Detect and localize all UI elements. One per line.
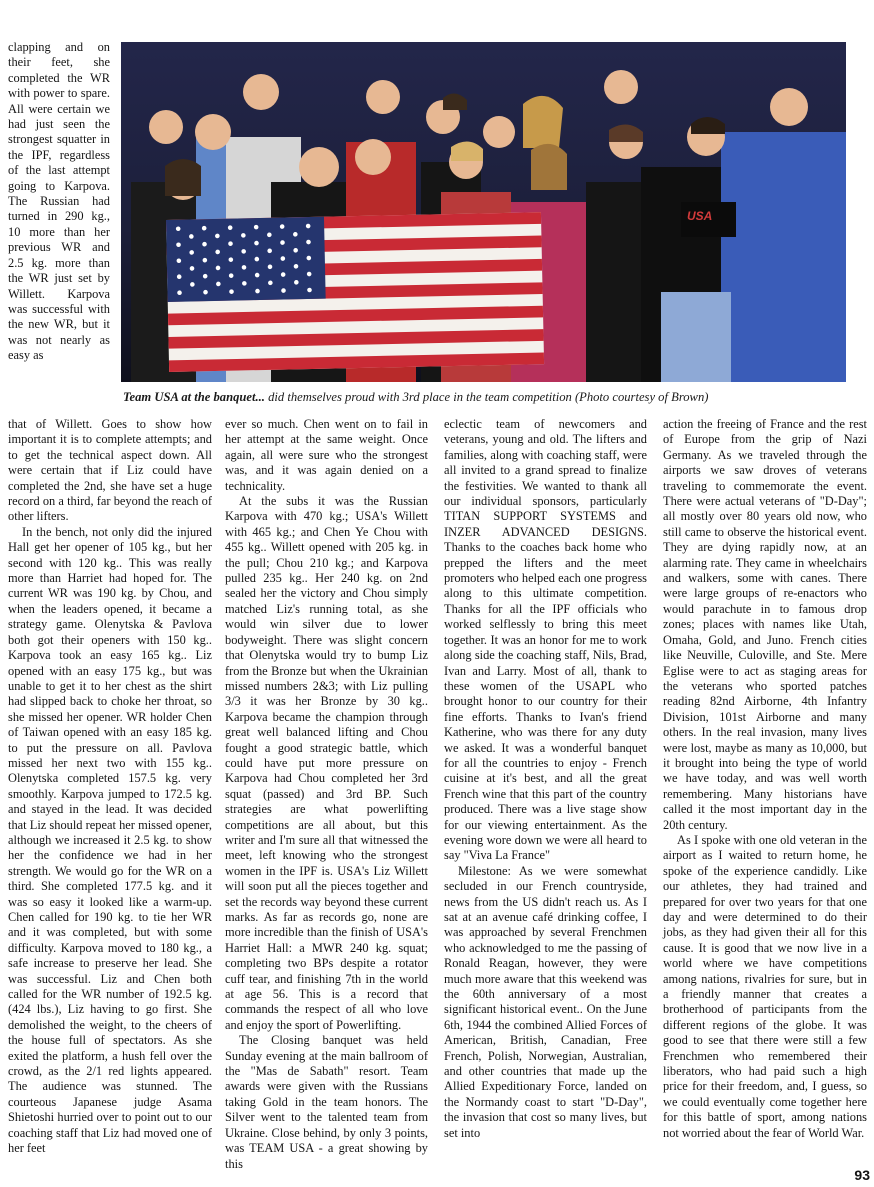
shirt-logo-text: USA — [687, 209, 713, 223]
paragraph: In the bench, not only did the injured Hall get her opener of 105 kg., but her second with 120 kg.. This was really more than Harriet had hoped for. The current WR was 190 kg. by Chou, and when the leaders opened, it became a strategy game. Olenytska & Pavlova both got their openers with 150 kg.. Karpova took an easy 165 kg.. Liz opened with an easy 175 kg., but was unable to get it to her chest as the shirt had slipped back to choke her throat, so she missed her opener. WR holder Chen of Taiwan opened with an easy 185 kg. to put the pressure on all. Pavlova missed her next two with 155 kg.. Olenytska completed 157.5 kg. very smoothly. Karpova jumped to 172.5 kg. and stayed in the lead. It was decided that Liz should repeat her missed opener, although we increased it 2.5 kg. to show her the confidence we had in her strength. We would go for the WR on a third. She completed 177.5 kg. and it was so easy it looked like a warm-up. Chen called for 190 kg. to tie her WR and it was completed, but with some difficulty. Karpova moved to 180 kg., a safe increase to preserve her lead. She was successful. Liz and Chen both called for the WR number of 192.5 kg. (424 lbs.), Liz having to go first. She demolished the weight, to the cheers of the house full of spectators. As she exited the platform, a hush fell over the crowd, as the 2/1 red lights appeared. The audience was stunned. The courteous Japanese judge Asama Shietoshi hurried over to point out to our coaching staff that Liz had moved one of her feet — [8, 524, 212, 1156]
article-column-1-top — [8, 40, 110, 364]
paragraph: eclectic team of newcomers and veterans, young and old. The lifters and families, along with coaching staff, were all invited to a grand spread to finalize the festivities. We wanted to thank all our individual sponsors, particularly TITAN SUPPORT SYSTEMS and INZER ADVANCED DESIGNS. Thanks to the coaches back home who prepped the lifters and the meet promoters who helped each one progress along to this ultimate competition. Thanks for all the IPF officials who worked selflessly to bring this meet together. It was an honor for me to work along side the coaching staff, Nils, Brad, Ivan and Larry. Most of all, thank to these women of the USAPL who brought honor to our country for their fine efforts. Thanks to Ivan's friend Katherine, who was there for any duty we asked. It was a wonderful banquet for all the countries to enjoy - French cuisine at it's best, and all the great French wine that this part of the country produced. There was a live stage show for our viewing entertainment. As the evening wore down we were all heard to say "Viva La France" — [444, 417, 647, 863]
article-column-1 — [8, 417, 212, 1157]
photo-illustration — [121, 42, 846, 382]
team-usa-banquet-photo — [121, 42, 846, 382]
article-column-2 — [225, 417, 428, 1172]
paragraph: ever so much. Chen went on to fail in her attempt at the same weight. Once again, all were sure who the strongest was, and it was again denied on a technicality. — [225, 417, 428, 493]
paragraph: At the subs it was the Russian Karpova with 470 kg.; USA's Willett with 465 kg.; and Chen Ye Chou with 455 kg.. Willett opened with 205 kg. in the pull; Chou 210 kg.; and Karpova pulled 235 kg.. Her 240 kg. on 2nd sealed her the victory and Chou simply matched Liz's running total, as she would win silver due to lower bodyweight. There was slight concern that Olenytska would try to bump Liz from the Bronze but when the Ukrainian missed numbers 2&3; with Liz pulling 3/3 it was her Bronze by 30 kg.. Karpova became the champion through great well balanced lifting and Chou fought a good strategic battle, which could have put more pressure on Karpova had Chou completed her 3rd squat (passed) and 3rd BP. Such strategies are what powerlifting competitions are all about, but this writer and I'm sure all that witnessed the meet, left knowing who the strongest women in the IPF is. USA's Liz Willett will soon put all the pieces together and set the records way beyond these current marks. As far as records go, none are more incredible than the finish of USA's Harriet Hall: a MWR 240 kg. squat; completing two BPs despite a rotator cuff tear, and finishing 7th in the world at age 56. This is a record that commands the respect of all who love and enjoy the sport of Powerlifting. — [225, 494, 428, 1032]
american-flag — [166, 212, 544, 372]
photo-caption — [123, 389, 863, 405]
paragraph: that of Willett. Goes to show how important it is to complete attempts; and to get the technical aspect down. All were certain that if Liz could have completed the 2nd, she have set a huge record on a third, far beyond the reach of other lifters. — [8, 417, 212, 524]
page-number: 93 — [854, 1167, 870, 1183]
paragraph: clapping and on their feet, she completed the WR with power to spare. All were certain we had just seen the strongest squatter in the IPF, regardless of the last attempt going to Karpova. The Russian had turned in 290 kg., 10 more than her previous WR and 2.5 kg. more than the WR just set by Willett. Karpova was successful with the new WR, but it was not nearly as easy as — [8, 40, 110, 363]
paragraph: action the freeing of France and the rest of Europe from the grip of Nazi Germany. As we traveled through the airports we saw droves of veterans traveling to commemorate the event. There were actual veterans of "D-Day"; all mostly over 80 years old now, who still came to observe the historical event. They are dying rapidly now, at an alarming rate. They came in wheelchairs and walkers, some with canes. There were large groups of re-enactors who would parachute in to famous drop zones; places with names like Utah, Omaha, Gold, and Juno. French cities like Neuville, Culoville, and Ste. Mere Eglise were to act as staging areas for the veterans who sported patches reading 82nd Airborne, 4th Infantry Division, 101st Airborne and many others. In the real invasion, many lives were lost, maybe as many as 10,000, but it brought into being the type of world we have today, and was well worth remembering. Many historians have called it the most important day in the 20th century. — [663, 417, 867, 832]
paragraph: As I spoke with one old veteran in the airport as I waited to return home, he spoke of the experience candidly. Like our athletes, they had trained and prepared for over two years for that one day and were determined to do their jobs, as they had given their all for this cause. It is good that we now live in a world where we have competitions among nations, rivalries for sure, but in a friendly manner that creates a brotherhood of participants from the different regions of the globe. It was good to see that there were still a few Frenchmen who remembered their liberators, who had paid such a high price for their freedom, and, I guess, so we could eventually come together here for this battle of sport, among nations not worried about the fear of World War. — [663, 832, 867, 1140]
paragraph: The Closing banquet was held Sunday evening at the main ballroom of the "Mas de Sabath" resort. Team awards were given with the Russians taking Gold in the team honors. The Silver went to the talented team from Ukraine. Close behind, by only 3 points, was TEAM USA - a great showing by this — [225, 1033, 428, 1171]
caption-bold: Team USA at the banquet... — [123, 390, 265, 404]
article-column-4 — [663, 417, 867, 1141]
paragraph: Milestone: As we were somewhat secluded in our French countryside, news from the US didn't reach us. As I sat at an avenue café drinking coffee, I was approached by several Frenchmen who acknowledged to me the passing of Ronald Reagan, however, they were much more aware that this weekend was the 60th anniversary of a most significant historical event.. On the June 6th, 1944 the combined Allied Forces of American, British, Canadian, Free French, Polish, Norwegian, Australian, and other countries that made up the Allied Expeditionary Force, landed on the Normandy coast to start "D-Day", the invasion that cost so many lives, but set into — [444, 863, 647, 1140]
article-column-3 — [444, 417, 647, 1141]
caption-text: did themselves proud with 3rd place in the team competition (Photo courtesy of Brown) — [264, 390, 709, 404]
